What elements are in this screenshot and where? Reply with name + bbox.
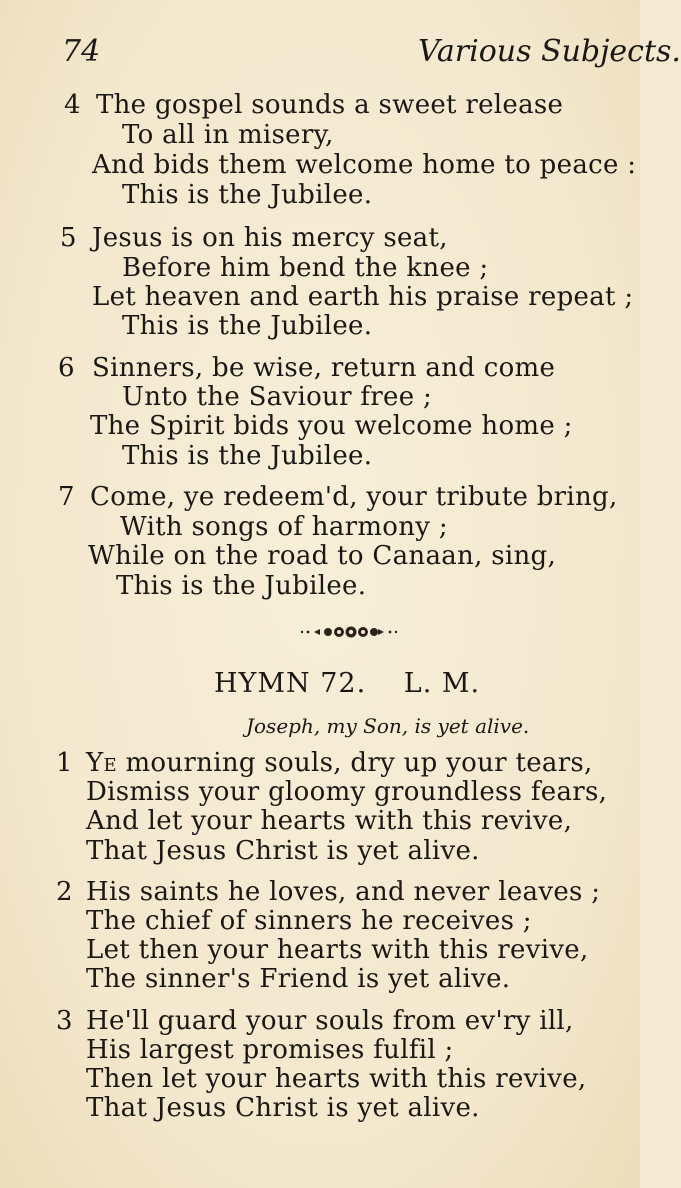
verse-line: While on the road to Canaan, sing,	[88, 541, 557, 571]
verse-first-word: Ye	[86, 748, 117, 778]
ornament-divider-icon	[298, 620, 400, 644]
verse-line: To all in misery,	[122, 120, 334, 150]
verse-line: Unto the Saviour free ;	[122, 382, 433, 412]
verse-line: This is the Jubilee.	[116, 571, 367, 601]
hymn-meter: L. M.	[403, 668, 481, 699]
running-head: Various Subjects.	[418, 34, 681, 69]
verse-line: Let then your hearts with this revive,	[86, 935, 589, 965]
verse-number: 6	[58, 353, 75, 383]
verse-line: And let your hearts with this revive,	[86, 806, 573, 836]
verse-line-rest: mourning souls, dry up your tears,	[116, 748, 593, 778]
verse-line: Sinners, be wise, return and come	[92, 353, 556, 383]
verse-line: Then let your hearts with this revive,	[86, 1064, 587, 1094]
verse-line: The chief of sinners he receives ;	[86, 906, 532, 936]
hymn-title: HYMN 72.	[214, 668, 367, 699]
verse-number: 1	[56, 748, 73, 778]
verse-number: 7	[58, 482, 75, 512]
verse-first-line	[86, 748, 593, 778]
verse-line: His largest promises fulfil ;	[86, 1035, 454, 1065]
verse-line: That Jesus Christ is yet alive.	[86, 1093, 480, 1123]
verse-line: Come, ye redeem'd, your tribute bring,	[90, 482, 618, 512]
hymn-heading	[0, 668, 640, 699]
verse-line: The sinner's Friend is yet alive.	[86, 964, 511, 994]
verse-number: 4	[64, 90, 81, 120]
verse-line: The Spirit bids you welcome home ;	[90, 411, 573, 441]
verse-line: This is the Jubilee.	[122, 311, 373, 341]
verse-line: This is the Jubilee.	[122, 441, 373, 471]
verse-number: 2	[56, 877, 73, 907]
verse-line: Before him bend the knee ;	[122, 253, 489, 283]
verse-line: That Jesus Christ is yet alive.	[86, 836, 480, 866]
verse-number: 3	[56, 1006, 73, 1036]
verse-line: Let heaven and earth his praise repeat ;	[92, 282, 634, 312]
verse-line: Jesus is on his mercy seat,	[92, 223, 448, 253]
verse-line: His saints he loves, and never leaves ;	[86, 877, 601, 907]
verse-line: He'll guard your souls from ev'ry ill,	[86, 1006, 574, 1036]
verse-line: And bids them welcome home to peace :	[92, 150, 637, 180]
verse-number: 5	[60, 223, 77, 253]
verse-line: The gospel sounds a sweet release	[96, 90, 564, 120]
page-number: 74	[62, 34, 101, 69]
verse-line: This is the Jubilee.	[122, 180, 373, 210]
verse-line: With songs of harmony ;	[120, 512, 448, 542]
hymn-subtitle: Joseph, my Son, is yet alive.	[246, 714, 530, 738]
page-header	[62, 34, 681, 74]
verse-line: Dismiss your gloomy groundless fears,	[86, 777, 608, 807]
